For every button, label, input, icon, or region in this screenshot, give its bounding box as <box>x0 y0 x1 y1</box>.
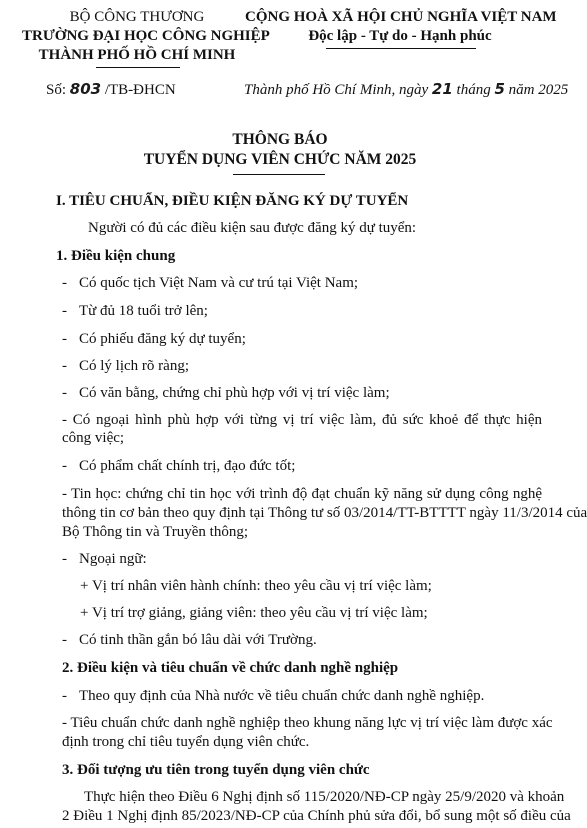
list-item: - Có quốc tịch Việt Nam và cư trú tại Việt Nam; <box>62 275 359 291</box>
title-divider <box>233 174 325 175</box>
date-month: 5 <box>494 80 505 98</box>
title-line-2: TUYỂN DỤNG VIÊN CHỨC NĂM 2025 <box>143 151 417 168</box>
document-number: Số: 803 /TB-ĐHCN <box>46 80 176 98</box>
document-date: Thành phố Hồ Chí Minh, ngày 21 tháng 5 năm 2025 <box>244 80 569 98</box>
lang-sub-item-1: + Vị trí nhân viên hành chính: theo yêu cầu vị trí việc làm; <box>80 578 432 594</box>
cond2-item2-line-1: - Tiêu chuẩn chức danh nghề nghiệp theo khung năng lực vị trí việc làm được xác <box>62 715 553 731</box>
list-item: - Có văn bằng, chứng chỉ phù hợp với vị trí việc làm; <box>62 385 390 401</box>
list-item: - Có phiếu đăng ký dự tuyển; <box>62 331 246 347</box>
cond3-heading: 3. Đối tượng ưu tiên trong tuyển dụng viên chức <box>62 762 370 778</box>
title-line-1: THÔNG BÁO <box>232 131 328 148</box>
list-item: - Từ đủ 18 tuổi trở lên; <box>62 303 208 319</box>
document-title <box>0 130 560 170</box>
ministry-name: BỘ CÔNG THƯƠNG <box>69 9 205 25</box>
date-day: 21 <box>431 80 453 98</box>
header-right <box>245 8 555 46</box>
it-line-2: thông tin cơ bản theo quy định tại Thông tư số 03/2014/TT-BTTTT ngày 11/3/2014 của <box>62 505 587 521</box>
it-line-1: - Tin học: chứng chỉ tin học với trình độ đạt chuẩn kỹ năng sử dụng công nghệ <box>62 486 542 502</box>
lang-sub-item-2: + Vị trí trợ giảng, giảng viên: theo yêu cầu vị trí việc làm; <box>80 605 428 621</box>
nation-motto: Độc lập - Tự do - Hạnh phúc <box>308 28 492 44</box>
header-left <box>22 8 270 65</box>
section-1-heading: I. TIÊU CHUẨN, ĐIỀU KIỆN ĐĂNG KÝ DỰ TUYỂN <box>56 193 409 209</box>
cond3-paragraph-line-1: Thực hiện theo Điều 6 Nghị định số 115/2020/NĐ-CP ngày 25/9/2020 và khoản <box>84 789 565 805</box>
list-item: - Theo quy định của Nhà nước về tiêu chuẩn chức danh nghề nghiệp. <box>62 688 485 704</box>
school-city: THÀNH PHỐ HỒ CHÍ MINH <box>38 47 236 63</box>
list-item: - Có lý lịch rõ ràng; <box>62 358 189 374</box>
header-right-divider <box>326 48 476 49</box>
list-item: - Ngoại ngữ: <box>62 551 147 567</box>
list-item: - Có tinh thần gắn bó lâu dài với Trường. <box>62 632 317 648</box>
it-line-3: Bộ Thông tin và Truyền thông; <box>62 524 248 540</box>
cond2-item2-line-2: định trong chỉ tiêu tuyển dụng viên chức. <box>62 734 310 750</box>
cond2-heading: 2. Điều kiện và tiêu chuẩn về chức danh nghề nghiệp <box>62 660 399 676</box>
general-heading: 1. Điều kiện chung <box>56 248 176 264</box>
school-name: TRƯỜNG ĐẠI HỌC CÔNG NGHIỆP <box>22 28 270 44</box>
document-number-value: 803 <box>69 80 102 98</box>
nation-title: CỘNG HOÀ XÃ HỘI CHỦ NGHĨA VIỆT NAM <box>245 9 557 25</box>
list-item: - Có phẩm chất chính trị, đạo đức tốt; <box>62 458 296 474</box>
cond3-paragraph-line-2: 2 Điều 1 Nghị định 85/2023/NĐ-CP của Chính phủ sửa đổi, bổ sung một số điều của <box>62 808 571 824</box>
appearance-line-1: - Có ngoại hình phù hợp với từng vị trí việc làm, đủ sức khoẻ để thực hiện <box>62 412 542 428</box>
header-left-divider <box>96 67 180 68</box>
section-1-intro: Người có đủ các điều kiện sau được đăng ký dự tuyển: <box>88 220 417 236</box>
appearance-line-2: công việc; <box>62 430 125 446</box>
